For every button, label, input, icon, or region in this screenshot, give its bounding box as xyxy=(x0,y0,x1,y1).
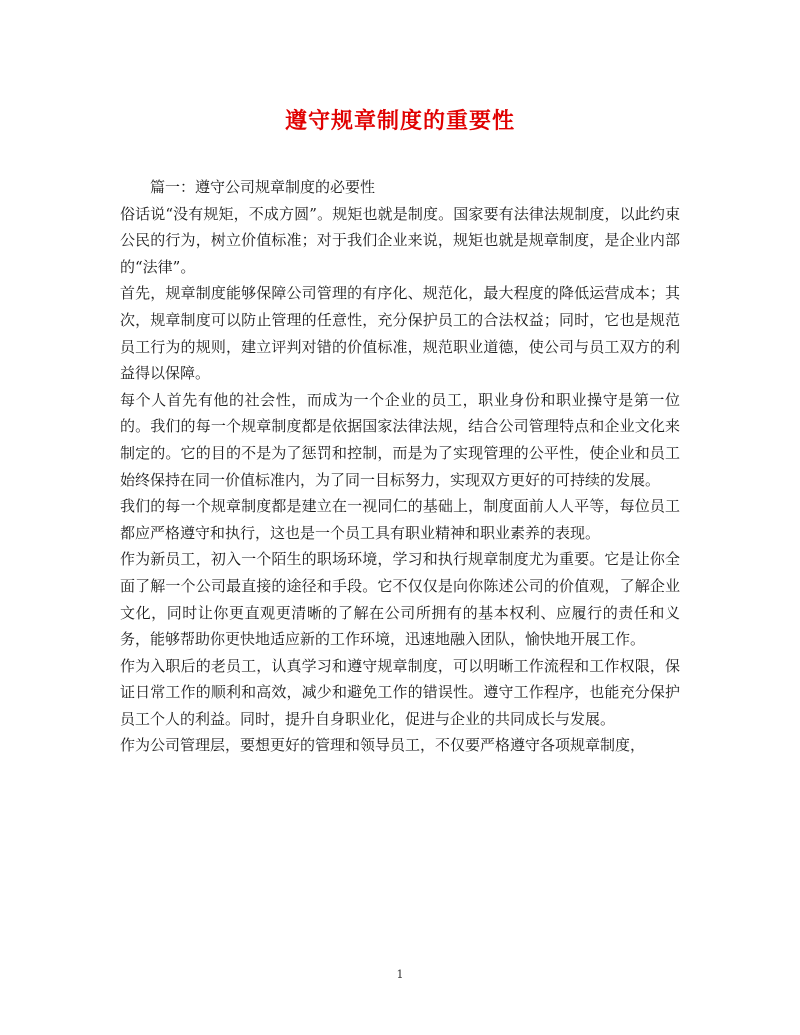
section-heading: 篇一：遵守公司规章制度的必要性 xyxy=(150,178,376,196)
document-body xyxy=(120,174,680,759)
paragraph-4: 我们的每一个规章制度都是建立在一视同仁的基础上，制度面前人人平等，每位员工都应严格遵守和执行，这也是一个员工具有职业精神和职业素养的表现。 xyxy=(120,497,680,542)
paragraph-7: 作为公司管理层，要想更好的管理和领导员工，不仅要严格遵守各项规章制度， xyxy=(120,736,646,755)
paragraph-2: 首先，规章制度能够保障公司管理的有序化、规范化，最大程度的降低运营成本；其次，规章制度可以防止管理的任意性，充分保护员工的合法权益；同时，它也是规范员工行为的规则，建立评判对错的价值标准，规范职业道德，使公司与员工双方的利益得以保障。 xyxy=(120,284,680,383)
paragraph-5: 作为新员工，初入一个陌生的职场环境，学习和执行规章制度尤为重要。它是让你全面了解一个公司最直接的途径和手段。它不仅仅是向你陈述公司的价值观，了解企业文化，同时让你更直观更清晰的了解在公司所拥有的基本权利、应履行的责任和义务，能够帮助你更快地适应新的工作环境，迅速地融入团队，愉快地开展工作。 xyxy=(120,550,680,649)
document-title: 遵守规章制度的重要性 xyxy=(284,108,515,134)
page-number: 1 xyxy=(396,968,404,981)
paragraph-3: 每个人首先有他的社会性，而成为一个企业的员工，职业身份和职业操守是第一位的。我们的每一个规章制度都是依据国家法律法规，结合公司管理特点和企业文化来制定的。它的目的不是为了惩罚和控制，而是为了实现管理的公平性，使企业和员工始终保持在同一价值标准内，为了同一目标努力，实现双方更好的可持续的发展。 xyxy=(120,390,680,489)
paragraph-1: 俗话说“没有规矩，不成方圆”。规矩也就是制度。国家要有法律法规制度，以此约束公民的行为，树立价值标准；对于我们企业来说，规矩也就是规章制度，是企业内部的“法律”。 xyxy=(120,204,680,276)
paragraph-6: 作为入职后的老员工，认真学习和遵守规章制度，可以明晰工作流程和工作权限，保证日常工作的顺利和高效，减少和避免工作的错误性。遵守工作程序，也能充分保护员工个人的利益。同时，提升自身职业化，促进与企业的共同成长与发展。 xyxy=(120,656,680,728)
